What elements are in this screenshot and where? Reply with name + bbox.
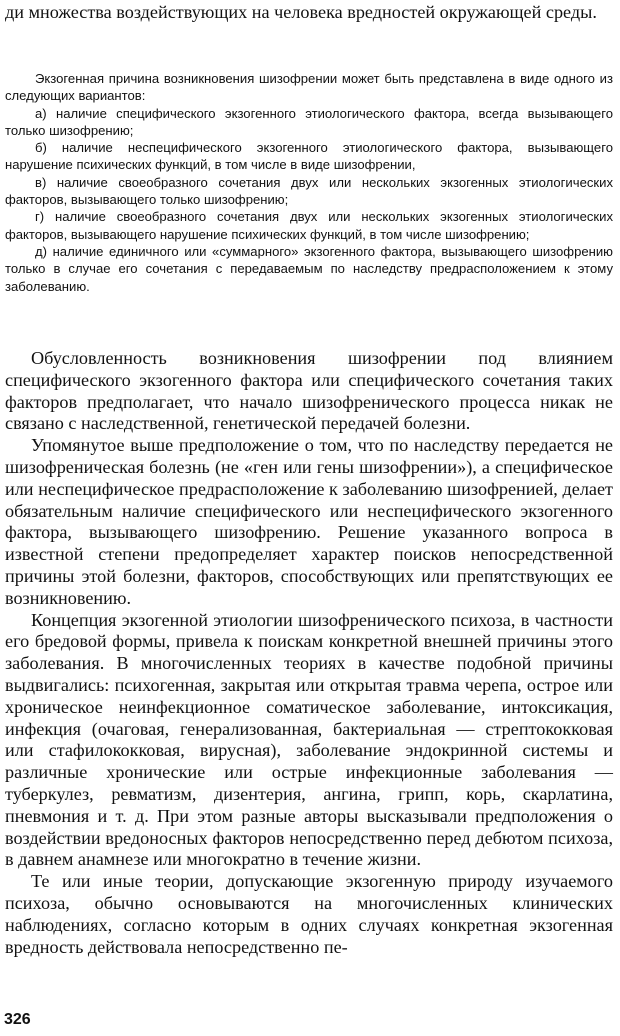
paragraph: Концепция экзогенной этиологии шизофренического психоза, в частности его бредовой формы, привела к поискам конкретной внешней причины этого заболевания. В многочисленных теориях в качестве подобной причины выдвигались: психогенная, закрытая или открытая травма черепа, острое или хроническое неинфекционное соматическое заболевание, интоксикация, инфекция (очаговая, генерализованная, бактериальная — стрептококковая или стафилококковая, вирусная), заболевание эндокринной системы и различные хронические или острые инфекционные заболевания — туберкулез, ревматизм, дизентерия, ангина, грипп, корь, скарлатина, пневмония и т. д. При этом разные авторы высказывали предположения о воздействии вредоносных факторов непосредственно перед дебютом психоза, в давнем анамнезе или многократно в течение жизни. (5, 609, 613, 870)
main-text (5, 348, 613, 958)
variant-item-g: г) наличие своеобразного сочетания двух или нескольких экзогенных этиологических факторов, вызывающего нарушение психических функций, в том числе шизофрению; (5, 209, 613, 242)
variant-item-v: в) наличие своеобразного сочетания двух или нескольких экзогенных этиологических факторов, вызывающего только шизофрению; (5, 174, 613, 208)
paragraph: Обусловленность возникновения шизофрении под влиянием специфического экзогенного фактора или специфического сочетания таких факторов предполагает, что начало шизофренического процесса никак не связано с наследственной, генетической передачей болезни. (5, 348, 613, 434)
continuation-text: ди множества воздействующих на человека вредностей окружающей среды. (5, 2, 597, 22)
variant-item-a: а) наличие специфического экзогенного этиологического фактора, всегда вызывающего только шизофрению; (5, 105, 613, 138)
page-number: 326 (4, 1011, 31, 1028)
variant-list-intro: Экзогенная причина возникновения шизофрении может быть представлена в виде одного из следующих вариантов: (5, 71, 613, 104)
variant-item-b: б) наличие неспецифического экзогенного этиологического фактора, вызывающего нарушение психических функций, в том числе в виде шизофрении, (5, 140, 613, 173)
variant-list-block (5, 70, 613, 295)
variant-item-d: д) наличие единичного или «суммарного» экзогенного фактора, вызывающего шизофрению только в случае его сочетания с передаваемым по наследству предрасположением к этому заболеванию. (5, 243, 613, 294)
paragraph: Те или иные теории, допускающие экзогенную природу изучаемого психоза, обычно основываются на многочисленных клинических наблюдениях, согласно которым в одних случаях конкретная экзогенная вредность действовала непосредственно пе- (5, 871, 613, 957)
paragraph: Упомянутое выше предположение о том, что по наследству передается не шизофреническая болезнь (не «ген или гены шизофрении»), а специфическое или неспецифическое предрасположение к заболеванию шизофренией, делает обязательным наличие специфического или неспецифического экзогенного фактора, вызывающего шизофрению. Решение указанного вопроса в известной степени предопределяет характер поисков непосредственной причины этой болезни, факторов, способствующих или препятствующих ее возникновению. (5, 435, 613, 608)
